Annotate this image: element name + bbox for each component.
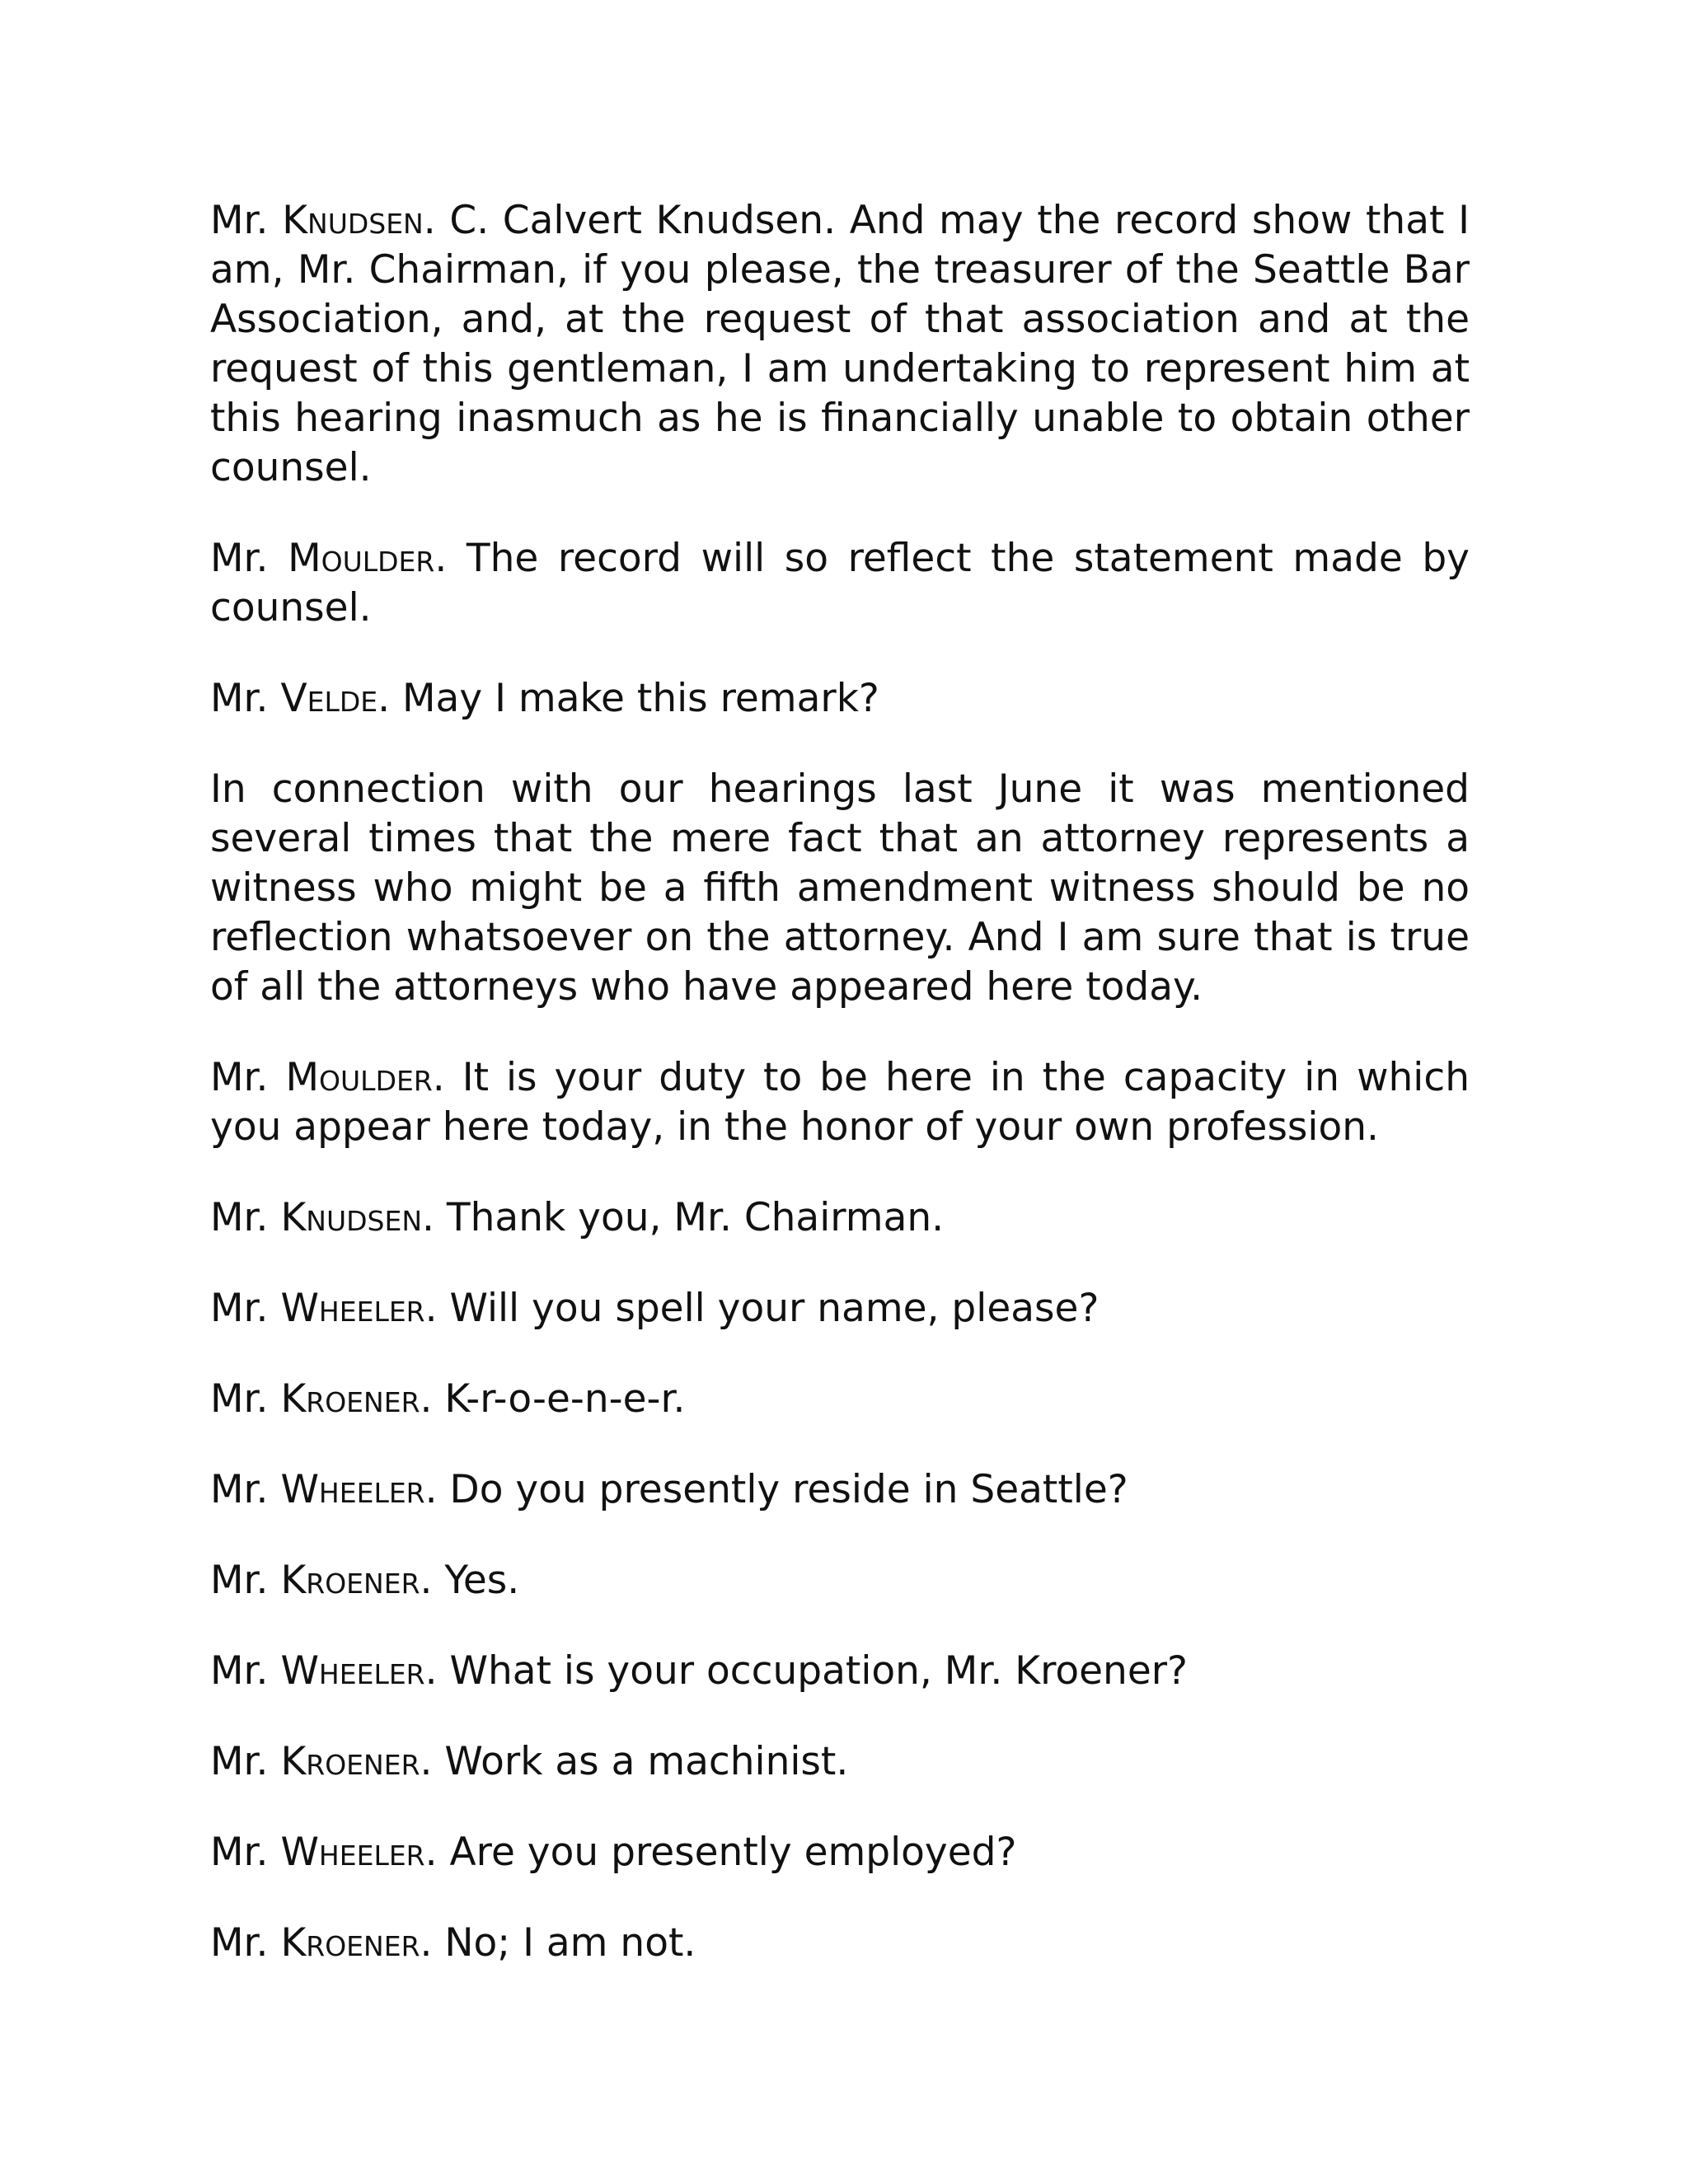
speaker-title: Mr. <box>210 1648 269 1694</box>
transcript-paragraph-8: Mr. Kroener. K-r-o-e-n-e-r. <box>210 1376 686 1422</box>
speech-text: Yes. <box>444 1558 520 1603</box>
speaker-title: Mr. <box>210 1195 269 1240</box>
speaker-name: Kroener <box>280 1558 420 1603</box>
transcript-paragraph-12: Mr. Kroener. Work as a machinist. <box>210 1739 849 1784</box>
speaker-title: Mr. <box>210 1286 269 1331</box>
transcript-paragraph-4 <box>210 765 1470 1012</box>
speaker-name: Kroener <box>280 1920 420 1966</box>
speaker-name: Wheeler <box>280 1648 425 1694</box>
speaker-title: Mr. <box>210 1376 269 1422</box>
speech-text: Do you presently reside in Seattle? <box>449 1467 1128 1512</box>
transcript-paragraph-9: Mr. Wheeler. Do you presently reside in Seattle? <box>210 1467 1128 1512</box>
speech-text: It is your duty to be here in the capacity in which you appear here today, in the honor of your own profession. <box>210 1055 1470 1150</box>
speaker-name: Knudsen <box>280 1195 423 1240</box>
speaker-title: Mr. <box>210 1055 269 1100</box>
speech-text: The record will so reflect the statement made by counsel. <box>210 536 1470 630</box>
transcript-paragraph-1: Mr. Knudsen. C. Calvert Knudsen. And may the record show that I am, Mr. Chairman, if you please, the treasurer of the Seattle Bar Association, and, at the request of that association and at the request of this gentleman, I am undertaking to represent him at this hearing inasmuch as he is financially unable to obtain other counsel. <box>210 198 1470 490</box>
transcript-paragraph-11: Mr. Wheeler. What is your occupation, Mr. Kroener? <box>210 1648 1189 1694</box>
speech-text: Work as a machinist. <box>444 1739 849 1784</box>
speaker-name: Moulder <box>288 536 435 581</box>
speaker-title: Mr. <box>210 1467 269 1512</box>
speech-text: May I make this remark? <box>402 676 879 721</box>
speech-text: C. Calvert Knudsen. And may the record show that I am, Mr. Chairman, if you please, the treasurer of the Seattle Bar Association, and, at the request of that association and at the request of this gentleman, I am undertaking to represent him at this hearing inasmuch as he is financially unable to obtain other counsel. <box>210 198 1470 490</box>
transcript-paragraph-3: Mr. Velde. May I make this remark? <box>210 676 879 721</box>
transcript-paragraph-14: Mr. Kroener. No; I am not. <box>210 1920 696 1966</box>
speaker-title: Mr. <box>210 198 269 243</box>
transcript-paragraph-7: Mr. Wheeler. Will you spell your name, please? <box>210 1286 1100 1331</box>
speech-text: K-r-o-e-n-e-r. <box>444 1376 686 1422</box>
speech-text: Thank you, Mr. Chairman. <box>446 1195 945 1240</box>
speaker-title: Mr. <box>210 536 269 581</box>
transcript-paragraph-10: Mr. Kroener. Yes. <box>210 1558 520 1603</box>
speaker-name: Wheeler <box>280 1467 425 1512</box>
speech-text: Will you spell your name, please? <box>449 1286 1100 1331</box>
speaker-name: Knudsen <box>282 198 424 243</box>
speaker-title: Mr. <box>210 1920 269 1966</box>
speech-text: What is your occupation, Mr. Kroener? <box>449 1648 1189 1694</box>
transcript-paragraph-2: Mr. Moulder. The record will so reflect the statement made by counsel. <box>210 536 1470 630</box>
speaker-name: Kroener <box>280 1376 420 1422</box>
transcript-paragraph-6: Mr. Knudsen. Thank you, Mr. Chairman. <box>210 1195 945 1240</box>
speech-text: No; I am not. <box>444 1920 696 1966</box>
speech-text: In connection with our hearings last June it was mentioned several times that the mere fact that an attorney represents a witness who might be a fifth amendment witness should be no reflection whatsoever on the attorney. And I am sure that is true of all the attorneys who have appeared here today. <box>210 766 1470 1010</box>
speaker-title: Mr. <box>210 676 269 721</box>
speaker-name: Velde <box>280 676 378 721</box>
speech-text: Are you presently employed? <box>449 1830 1017 1875</box>
transcript-page <box>210 196 1470 2009</box>
speaker-name: Moulder <box>285 1055 433 1100</box>
transcript-paragraph-13: Mr. Wheeler. Are you presently employed? <box>210 1830 1017 1875</box>
speaker-name: Kroener <box>280 1739 420 1784</box>
speaker-title: Mr. <box>210 1558 269 1603</box>
speaker-name: Wheeler <box>280 1286 425 1331</box>
speaker-title: Mr. <box>210 1830 269 1875</box>
speaker-title: Mr. <box>210 1739 269 1784</box>
speaker-name: Wheeler <box>280 1830 425 1875</box>
transcript-paragraph-5: Mr. Moulder. It is your duty to be here in the capacity in which you appear here today, in the honor of your own profession. <box>210 1055 1470 1150</box>
